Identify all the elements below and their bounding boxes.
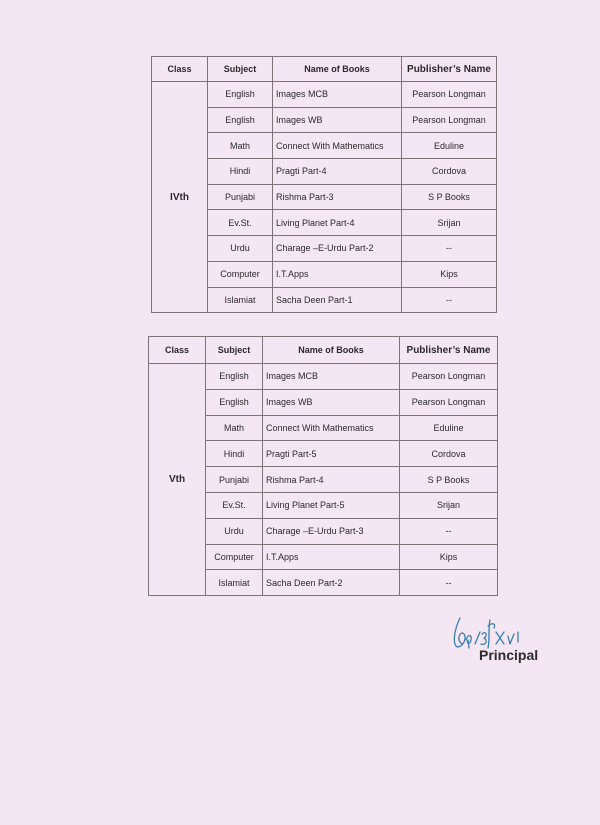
book-name-cell: Pragti Part-4 <box>273 159 402 185</box>
subject-cell: Islamiat <box>206 570 263 596</box>
book-name-cell: I.T.Apps <box>273 261 402 287</box>
book-name-cell: Charage –E-Urdu Part-2 <box>273 236 402 262</box>
book-name-cell: Pragti Part-5 <box>263 441 400 467</box>
publisher-cell: Pearson Longman <box>400 389 498 415</box>
subject-cell: Urdu <box>206 518 263 544</box>
subject-cell: English <box>206 389 263 415</box>
publisher-cell: -- <box>402 236 497 262</box>
subject-cell: Computer <box>206 544 263 570</box>
class-cell: Vth <box>149 364 206 596</box>
header-class: Class <box>152 57 208 82</box>
publisher-cell: Pearson Longman <box>400 364 498 390</box>
publisher-cell: Pearson Longman <box>402 82 497 108</box>
publisher-cell: Cordova <box>402 159 497 185</box>
header-subject: Subject <box>208 57 273 82</box>
publisher-cell: Pearson Longman <box>402 107 497 133</box>
book-name-cell: Charage –E-Urdu Part-3 <box>263 518 400 544</box>
subject-cell: Islamiat <box>208 287 273 313</box>
book-name-cell: Living Planet Part-5 <box>263 492 400 518</box>
header-class: Class <box>149 337 206 364</box>
book-name-cell: Sacha Deen Part-2 <box>263 570 400 596</box>
publisher-cell: -- <box>400 518 498 544</box>
subject-cell: Punjabi <box>206 467 263 493</box>
subject-cell: Urdu <box>208 236 273 262</box>
book-name-cell: Images WB <box>273 107 402 133</box>
book-name-cell: Images MCB <box>273 82 402 108</box>
publisher-cell: -- <box>402 287 497 313</box>
table-row <box>149 364 498 390</box>
book-name-cell: I.T.Apps <box>263 544 400 570</box>
header-subject: Subject <box>206 337 263 364</box>
publisher-cell: Cordova <box>400 441 498 467</box>
principal-title: Principal <box>479 647 539 663</box>
book-list-table-class-4 <box>151 56 497 313</box>
subject-cell: English <box>208 82 273 108</box>
publisher-cell: Eduline <box>400 415 498 441</box>
header-publisher: Publisher’s Name <box>402 57 497 82</box>
publisher-cell: S P Books <box>402 184 497 210</box>
subject-cell: Ev.St. <box>208 210 273 236</box>
header-books: Name of Books <box>263 337 400 364</box>
book-name-cell: Rishma Part-3 <box>273 184 402 210</box>
subject-cell: Math <box>206 415 263 441</box>
subject-cell: Hindi <box>208 159 273 185</box>
table-header-row <box>152 57 497 82</box>
subject-cell: Ev.St. <box>206 492 263 518</box>
subject-cell: Hindi <box>206 441 263 467</box>
book-list-table-class-5 <box>148 336 498 596</box>
book-name-cell: Living Planet Part-4 <box>273 210 402 236</box>
subject-cell: Math <box>208 133 273 159</box>
book-name-cell: Images WB <box>263 389 400 415</box>
subject-cell: English <box>208 107 273 133</box>
class-cell: IVth <box>152 82 208 313</box>
publisher-cell: S P Books <box>400 467 498 493</box>
book-name-cell: Connect With Mathematics <box>273 133 402 159</box>
header-books: Name of Books <box>273 57 402 82</box>
subject-cell: Computer <box>208 261 273 287</box>
book-name-cell: Sacha Deen Part-1 <box>273 287 402 313</box>
subject-cell: Punjabi <box>208 184 273 210</box>
book-name-cell: Rishma Part-4 <box>263 467 400 493</box>
publisher-cell: Kips <box>402 261 497 287</box>
subject-cell: English <box>206 364 263 390</box>
header-publisher: Publisher’s Name <box>400 337 498 364</box>
table-header-row <box>149 337 498 364</box>
publisher-cell: Kips <box>400 544 498 570</box>
publisher-cell: Eduline <box>402 133 497 159</box>
publisher-cell: Srijan <box>402 210 497 236</box>
table-row <box>152 82 497 108</box>
book-name-cell: Connect With Mathematics <box>263 415 400 441</box>
publisher-cell: -- <box>400 570 498 596</box>
book-name-cell: Images MCB <box>263 364 400 390</box>
publisher-cell: Srijan <box>400 492 498 518</box>
